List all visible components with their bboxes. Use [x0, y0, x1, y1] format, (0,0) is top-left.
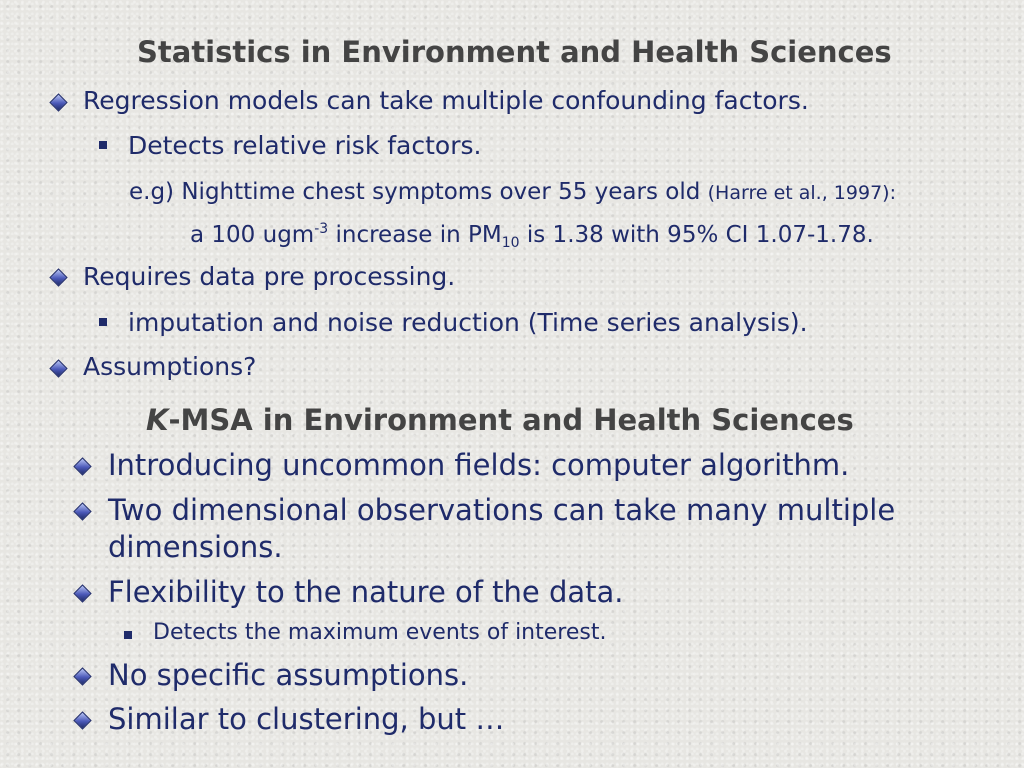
diamond-bullet-icon	[73, 711, 91, 729]
detail-part-c: is 1.38 with 95% CI 1.07-1.78.	[519, 222, 874, 248]
section2-bullet1: Introducing uncommon fields: computer algorithm.	[108, 448, 850, 482]
section2-bullet2-line2: dimensions.	[108, 530, 283, 564]
section2-title-k: K	[146, 403, 169, 437]
diamond-bullet-icon	[49, 359, 67, 377]
section2-bullet5: Similar to clustering, but …	[108, 702, 505, 736]
section1-example	[129, 179, 896, 205]
section2-bullet2-line1: Two dimensional observations can take many multiple	[108, 493, 896, 527]
diamond-bullet-icon	[73, 584, 91, 602]
section2-bullet3: Flexibility to the nature of the data.	[108, 575, 624, 609]
diamond-bullet-icon	[73, 457, 91, 475]
example-text: e.g) Nighttime chest symptoms over 55 years old	[129, 179, 701, 205]
square-bullet-icon	[99, 141, 107, 149]
section1-bullet1: Regression models can take multiple confounding factors.	[83, 86, 809, 115]
section1-bullet3: Assumptions?	[83, 352, 257, 381]
example-reference: (Harre et al., 1997):	[707, 182, 896, 204]
section1-sub2: imputation and noise reduction (Time series analysis).	[128, 308, 808, 337]
diamond-bullet-icon	[49, 93, 67, 111]
square-bullet-icon	[99, 318, 107, 326]
section1-detail	[190, 221, 874, 251]
detail-subscript: 10	[501, 235, 520, 251]
diamond-bullet-icon	[73, 667, 91, 685]
section2-sub1: Detects the maximum events of interest.	[153, 620, 607, 645]
detail-superscript: -3	[314, 221, 329, 237]
section1-title: Statistics in Environment and Health Sciences	[137, 35, 892, 69]
detail-part-b: increase in PM	[328, 222, 502, 248]
section2-bullet4: No specific assumptions.	[108, 658, 469, 692]
detail-part-a: a 100 ugm	[190, 222, 315, 248]
section2-title	[146, 403, 854, 437]
diamond-bullet-icon	[73, 502, 91, 520]
section2-title-rest: -MSA in Environment and Health Sciences	[168, 403, 854, 437]
square-bullet-icon	[124, 631, 132, 639]
section1-bullet2: Requires data pre processing.	[83, 262, 456, 291]
diamond-bullet-icon	[49, 268, 67, 286]
section1-sub1: Detects relative risk factors.	[128, 131, 482, 160]
